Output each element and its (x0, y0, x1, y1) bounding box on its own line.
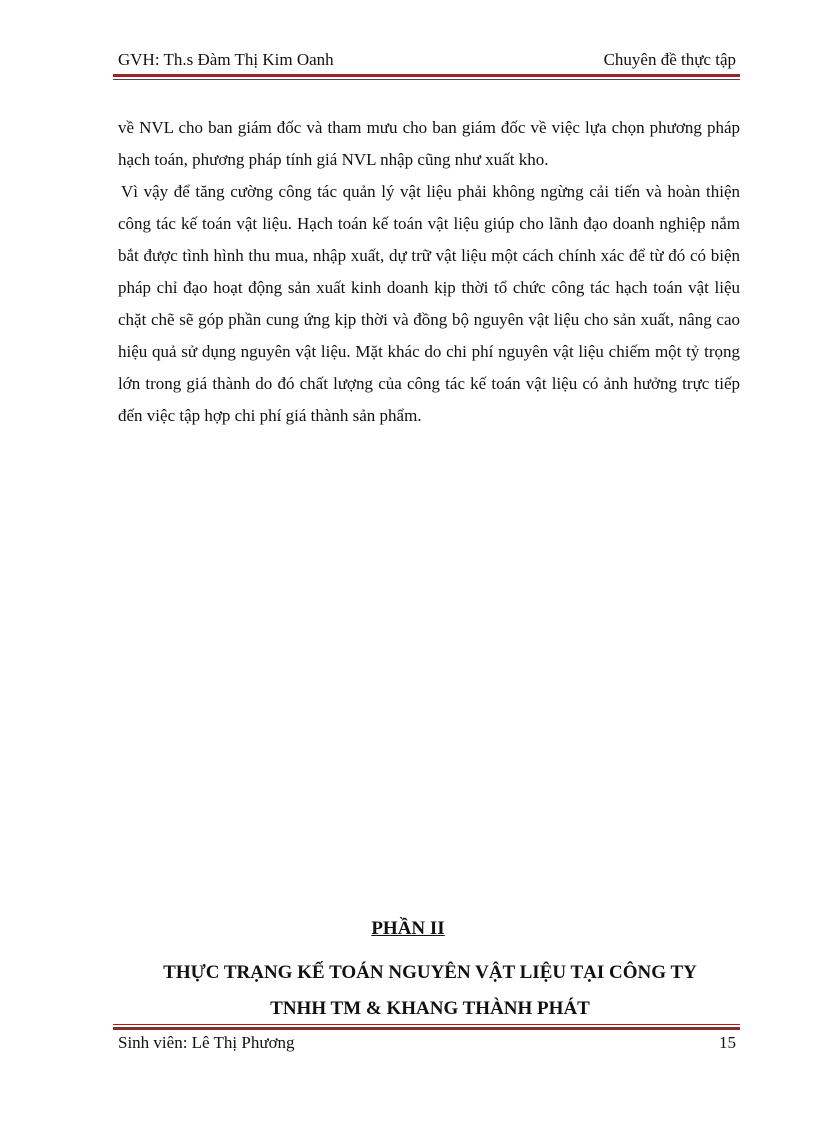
paragraph-1: về NVL cho ban giám đốc và tham mưu cho ban giám đốc về việc lựa chọn phương pháp hạch toán, phương pháp tính giá NVL nhập cũng như xuất kho. (118, 118, 740, 169)
part-heading-line-2: TNHH TM & KHANG THÀNH PHÁT (270, 998, 590, 1019)
footer-divider (113, 1024, 740, 1030)
paragraph-2: Vì vậy để tăng cường công tác quản lý vật liệu phải không ngừng cải tiến và hoàn thiện công tác kế toán vật liệu. Hạch toán kế toán vật liệu giúp cho lãnh đạo doanh nghiệp nắm bắt được tình hình thu mua, nhập xuất, dự trữ vật liệu một cách chính xác để từ đó có biện pháp chỉ đạo hoạt động sản xuất kinh doanh kịp thời tổ chức công tác hạch toán vật liệu chặt chẽ sẽ góp phần cung ứng kịp thời và đồng bộ nguyên vật liệu cho sản xuất, nâng cao hiệu quả sử dụng nguyên vật liệu. Mặt khác do chi phí nguyên vật liệu chiếm một tỷ trọng lớn trong giá thành do đó chất lượng của công tác kế toán vật liệu có ảnh hưởng trực tiếp đến việc tập hợp chi phí giá thành sản phẩm. (118, 182, 740, 425)
part-heading-line-1: THỰC TRẠNG KẾ TOÁN NGUYÊN VẬT LIỆU TẠI CÔNG TY (163, 962, 697, 983)
header-report-title: Chuyên đề thực tập (603, 50, 736, 69)
header-divider (113, 74, 740, 80)
part-title: PHẦN II (371, 918, 445, 939)
header-instructor: GVH: Th.s Đàm Thị Kim Oanh (118, 50, 334, 69)
page-number: 15 (719, 1033, 736, 1052)
footer-student: Sinh viên: Lê Thị Phương (118, 1033, 295, 1052)
part-heading (100, 955, 760, 1027)
body-text (118, 112, 740, 432)
